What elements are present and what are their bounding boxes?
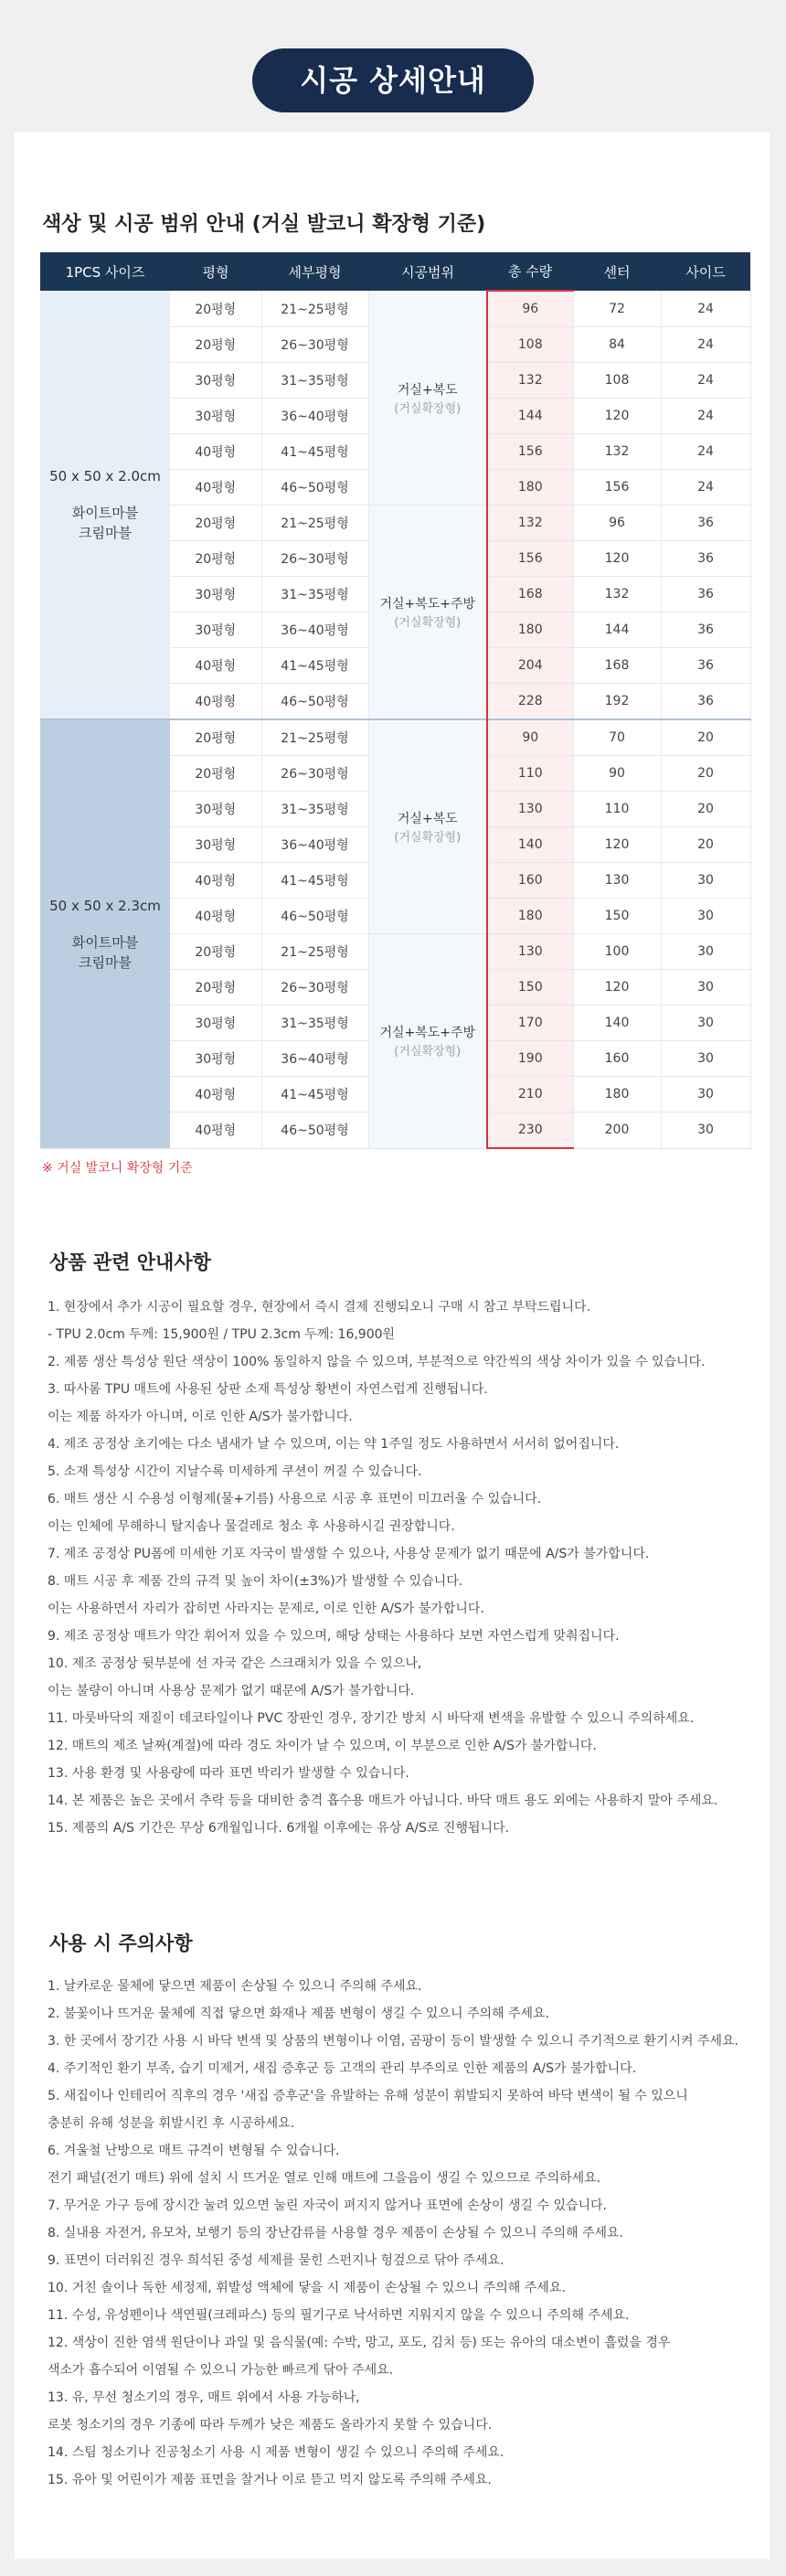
detail-pyeong-cell: 36~40평형	[261, 1041, 368, 1077]
pyeong-cell: 20평형	[170, 327, 261, 363]
center-qty-cell: 144	[573, 612, 661, 648]
scope-sublabel: (거실확장형)	[394, 401, 462, 416]
pyeong-cell: 30평형	[170, 827, 261, 863]
pyeong-cell: 30평형	[170, 1006, 261, 1041]
detail-pyeong-cell: 46~50평형	[261, 1112, 368, 1149]
construction-range-table	[40, 252, 751, 1149]
usage-caution-item: 색소가 흡수되어 이염될 수 있으니 가능한 빠르게 닦아 주세요.	[48, 2363, 394, 2378]
scope-sublabel: (거실확장형)	[394, 831, 462, 845]
product-info-item: 3. 따사롬 TPU 매트에 사용된 상판 소재 특성상 황변이 자연스럽게 진행됩니다.	[48, 1382, 488, 1397]
total-qty-cell: 160	[487, 863, 573, 899]
usage-caution-item: 7. 무거운 가구 등에 장시간 눌려 있으면 눌린 자국이 펴지지 않거나 표면에 손상이 생길 수 있습니다.	[48, 2198, 607, 2213]
detail-pyeong-cell: 36~40평형	[261, 827, 368, 863]
product-info-item: 12. 매트의 제조 날짜(계절)에 따라 경도 차이가 날 수 있으며, 이 부분으로 인한 A/S가 불가합니다.	[48, 1739, 597, 1753]
pyeong-cell: 30평형	[170, 363, 261, 399]
usage-caution-item: 로봇 청소기의 경우 기종에 따라 두께가 낮은 제품도 올라가지 못할 수 있습니다.	[48, 2418, 493, 2432]
center-qty-cell: 168	[573, 648, 661, 684]
scope-sublabel: (거실확장형)	[394, 1045, 462, 1059]
side-qty-cell: 30	[661, 934, 750, 970]
side-qty-cell: 24	[661, 291, 750, 327]
col-header-size: 1PCS 사이즈	[40, 252, 170, 291]
center-qty-cell: 180	[573, 1077, 661, 1112]
usage-caution-item: 1. 날카로운 물체에 닿으면 제품이 손상될 수 있으니 주의해 주세요.	[48, 1979, 422, 1994]
pyeong-cell: 20평형	[170, 506, 261, 541]
product-info-item: 6. 매트 생산 시 수용성 이형제(물+기름) 사용으로 시공 후 표면이 미끄러울 수 있습니다.	[48, 1492, 542, 1506]
side-qty-cell: 24	[661, 470, 750, 506]
detail-pyeong-cell: 31~35평형	[261, 363, 368, 399]
detail-pyeong-cell: 31~35평형	[261, 577, 368, 612]
total-qty-cell: 228	[487, 684, 573, 720]
usage-caution-item: 14. 스팀 청소기나 진공청소기 사용 시 제품 변형이 생길 수 있으니 주의해 주세요.	[48, 2445, 505, 2460]
scope-label: 거실+복도+주방	[379, 597, 476, 612]
usage-caution-item: 6. 겨울철 난방으로 매트 규격이 변형될 수 있습니다.	[48, 2144, 340, 2158]
total-qty-cell: 110	[487, 756, 573, 792]
product-info-item: - TPU 2.0cm 두께: 15,900원 / TPU 2.3cm 두께: 16,900원	[48, 1327, 396, 1342]
product-info-item: 7. 제조 공정상 PU폼에 미세한 기포 자국이 발생할 수 있으나, 사용상 문제가 없기 때문에 A/S가 불가합니다.	[48, 1547, 650, 1561]
scope-cell	[368, 719, 487, 934]
detail-pyeong-cell: 31~35평형	[261, 792, 368, 827]
usage-caution-item: 4. 주기적인 환기 부족, 습기 미제거, 새집 증후군 등 고객의 관리 부주의로 인한 제품의 A/S가 불가합니다.	[48, 2061, 637, 2076]
center-qty-cell: 110	[573, 792, 661, 827]
side-qty-cell: 36	[661, 541, 750, 577]
usage-caution-item: 15. 유아 및 어린이가 제품 표면을 찰거나 이로 뜯고 먹지 않도록 주의해 주세요.	[48, 2473, 492, 2487]
side-qty-cell: 30	[661, 1041, 750, 1077]
size-cell	[40, 719, 170, 1148]
pyeong-cell: 20평형	[170, 719, 261, 756]
detail-pyeong-cell: 46~50평형	[261, 899, 368, 934]
side-qty-cell: 24	[661, 399, 750, 434]
usage-caution-item: 3. 한 곳에서 장기간 사용 시 바닥 변색 및 상품의 변형이나 이염, 곰팡이 등이 발생할 수 있으니 주기적으로 환기시켜 주세요.	[48, 2034, 738, 2049]
table-row	[40, 719, 750, 756]
product-info-item: 1. 현장에서 추가 시공이 필요할 경우, 현장에서 즉시 결제 진행되오니 구매 시 참고 부탁드립니다.	[48, 1300, 591, 1315]
usage-caution-item: 2. 불꽃이나 뜨거운 물체에 직접 닿으면 화재나 제품 변형이 생길 수 있으니 주의해 주세요.	[48, 2007, 549, 2021]
pyeong-cell: 40평형	[170, 684, 261, 720]
side-qty-cell: 36	[661, 577, 750, 612]
pyeong-cell: 20평형	[170, 934, 261, 970]
product-info-item: 이는 인체에 무해하니 탈지솜나 물걸레로 청소 후 사용하시길 권장합니다.	[48, 1519, 455, 1534]
usage-caution-item: 9. 표면이 더러워진 경우 희석된 중성 세제를 묻힌 스펀지나 헝겊으로 닦아 주세요.	[48, 2253, 505, 2268]
side-qty-cell: 24	[661, 434, 750, 470]
side-qty-cell: 30	[661, 1006, 750, 1041]
product-info-item: 11. 마룻바닥의 재질이 데코타일이나 PVC 장판인 경우, 장기간 방치 시 바닥재 변색을 유발할 수 있으니 주의하세요.	[48, 1711, 695, 1726]
center-qty-cell: 192	[573, 684, 661, 720]
product-info-item: 4. 제조 공정상 초기에는 다소 냄새가 날 수 있으며, 이는 약 1주일 정도 사용하면서 서서히 없어집니다.	[48, 1437, 620, 1452]
col-header-side: 사이드	[661, 252, 750, 291]
center-qty-cell: 156	[573, 470, 661, 506]
total-qty-cell: 132	[487, 363, 573, 399]
detail-pyeong-cell: 26~30평형	[261, 756, 368, 792]
usage-caution-item: 11. 수성, 유성펜이나 색연필(크레파스) 등의 필기구로 낙서하면 지워지지 않을 수 있으니 주의해 주세요.	[48, 2308, 630, 2323]
product-info-item: 5. 소재 특성상 시간이 지날수록 미세하게 쿠션이 꺼질 수 있습니다.	[48, 1464, 422, 1479]
product-info-item: 13. 사용 환경 및 사용량에 따라 표면 박리가 발생할 수 있습니다.	[48, 1766, 409, 1781]
size-label: 50 x 50 x 2.0cm	[49, 468, 161, 484]
product-info-list	[48, 1293, 717, 1842]
side-qty-cell: 30	[661, 1112, 750, 1149]
total-qty-cell: 156	[487, 434, 573, 470]
total-qty-cell: 180	[487, 470, 573, 506]
usage-caution-item: 충분히 유해 성분을 휘발시킨 후 시공하세요.	[48, 2116, 295, 2131]
total-qty-cell: 230	[487, 1112, 573, 1149]
col-header-pyeong: 평형	[170, 252, 261, 291]
total-qty-cell: 130	[487, 792, 573, 827]
col-header-center: 센터	[573, 252, 661, 291]
color-label: 크림마블	[79, 525, 132, 541]
size-cell	[40, 291, 170, 719]
pyeong-cell: 40평형	[170, 1112, 261, 1149]
total-qty-cell: 180	[487, 612, 573, 648]
total-qty-cell: 140	[487, 827, 573, 863]
total-qty-cell: 130	[487, 934, 573, 970]
detail-pyeong-cell: 41~45평형	[261, 863, 368, 899]
detail-pyeong-cell: 26~30평형	[261, 327, 368, 363]
center-qty-cell: 100	[573, 934, 661, 970]
total-qty-cell: 132	[487, 506, 573, 541]
pyeong-cell: 30평형	[170, 577, 261, 612]
usage-caution-item: 10. 거친 솔이나 독한 세정제, 휘발성 액체에 닿을 시 제품이 손상될 수 있으니 주의해 주세요.	[48, 2281, 566, 2295]
side-qty-cell: 24	[661, 363, 750, 399]
pyeong-cell: 20평형	[170, 291, 261, 327]
center-qty-cell: 150	[573, 899, 661, 934]
center-qty-cell: 120	[573, 827, 661, 863]
side-qty-cell: 30	[661, 899, 750, 934]
center-qty-cell: 120	[573, 541, 661, 577]
total-qty-cell: 168	[487, 577, 573, 612]
usage-caution-item: 12. 색상이 진한 염색 원단이나 과일 및 음식물(예: 수박, 망고, 포도, 김치 등) 또는 유아의 대소변이 흘렀을 경우	[48, 2336, 671, 2350]
center-qty-cell: 130	[573, 863, 661, 899]
color-label: 화이트마블	[71, 933, 139, 951]
detail-pyeong-cell: 21~25평형	[261, 506, 368, 541]
scope-label: 거실+복도+주방	[379, 1026, 476, 1041]
product-info-item: 8. 매트 시공 후 제품 간의 규격 및 높이 차이(±3%)가 발생할 수 있습니다.	[48, 1574, 463, 1589]
col-header-total: 총 수량	[487, 252, 573, 291]
side-qty-cell: 36	[661, 648, 750, 684]
pyeong-cell: 30평형	[170, 792, 261, 827]
detail-pyeong-cell: 46~50평형	[261, 684, 368, 720]
pyeong-cell: 40평형	[170, 470, 261, 506]
side-qty-cell: 24	[661, 327, 750, 363]
table-footnote: ※ 거실 발코니 확장형 기준	[42, 1161, 193, 1176]
center-qty-cell: 132	[573, 577, 661, 612]
scope-cell	[368, 291, 487, 506]
detail-pyeong-cell: 41~45평형	[261, 648, 368, 684]
scope-label: 거실+복도	[397, 382, 458, 398]
center-qty-cell: 84	[573, 327, 661, 363]
side-qty-cell: 36	[661, 684, 750, 720]
pyeong-cell: 40평형	[170, 863, 261, 899]
side-qty-cell: 20	[661, 792, 750, 827]
center-qty-cell: 140	[573, 1006, 661, 1041]
usage-caution-list	[48, 1973, 738, 2494]
total-qty-cell: 150	[487, 970, 573, 1006]
pyeong-cell: 20평형	[170, 756, 261, 792]
pyeong-cell: 40평형	[170, 899, 261, 934]
pyeong-cell: 40평형	[170, 1077, 261, 1112]
usage-caution-item: 전기 패널(전기 매트) 위에 설치 시 뜨거운 열로 인해 매트에 그을음이 생길 수 있으므로 주의하세요.	[48, 2171, 601, 2186]
detail-pyeong-cell: 26~30평형	[261, 970, 368, 1006]
total-qty-cell: 170	[487, 1006, 573, 1041]
detail-pyeong-cell: 26~30평형	[261, 541, 368, 577]
color-label: 화이트마블	[71, 505, 139, 521]
product-info-item: 이는 사용하면서 자리가 잡히면 사라지는 문제로, 이로 인한 A/S가 불가합니다.	[48, 1602, 484, 1616]
usage-caution-item: 5. 새집이나 인테리어 직후의 경우 '새집 증후군'을 유발하는 유해 성분이 휘발되지 못하여 바닥 변색이 될 수 있으니	[48, 2089, 688, 2103]
center-qty-cell: 70	[573, 719, 661, 756]
center-qty-cell: 108	[573, 363, 661, 399]
side-qty-cell: 30	[661, 970, 750, 1006]
product-info-item: 2. 제품 생산 특성상 원단 색상이 100% 동일하지 않을 수 있으며, 부분적으로 약간씩의 색상 차이가 있을 수 있습니다.	[48, 1355, 706, 1369]
side-qty-cell: 36	[661, 506, 750, 541]
pyeong-cell: 20평형	[170, 541, 261, 577]
detail-pyeong-cell: 41~45평형	[261, 434, 368, 470]
table-header-row	[40, 252, 750, 291]
center-qty-cell: 160	[573, 1041, 661, 1077]
size-label: 50 x 50 x 2.3cm	[49, 897, 161, 914]
detail-pyeong-cell: 41~45평형	[261, 1077, 368, 1112]
total-qty-cell: 190	[487, 1041, 573, 1077]
side-qty-cell: 20	[661, 719, 750, 756]
usage-caution-item: 8. 실내용 자전거, 유모차, 보행기 등의 장난감류를 사용할 경우 제품이 손상될 수 있으니 주의해 주세요.	[48, 2226, 623, 2241]
detail-pyeong-cell: 21~25평형	[261, 934, 368, 970]
table-row	[40, 291, 750, 327]
side-qty-cell: 20	[661, 756, 750, 792]
side-qty-cell: 30	[661, 863, 750, 899]
center-qty-cell: 90	[573, 756, 661, 792]
product-info-item: 9. 제조 공정상 매트가 약간 휘어져 있을 수 있으며, 해당 상태는 사용하다 보면 자연스럽게 맞춰집니다.	[48, 1629, 620, 1644]
page-header-title: 시공 상세안내	[252, 48, 534, 112]
total-qty-cell: 96	[487, 291, 573, 327]
center-qty-cell: 72	[573, 291, 661, 327]
product-info-item: 14. 본 제품은 높은 곳에서 추락 등을 대비한 충격 흡수용 매트가 아닙니다. 바닥 매트 용도 외에는 사용하지 말아 주세요.	[48, 1794, 718, 1808]
center-qty-cell: 200	[573, 1112, 661, 1149]
product-info-item: 이는 제품 하자가 아니며, 이로 인한 A/S가 불가합니다.	[48, 1410, 353, 1424]
detail-pyeong-cell: 31~35평형	[261, 1006, 368, 1041]
col-header-scope: 시공범위	[368, 252, 487, 291]
side-qty-cell: 20	[661, 827, 750, 863]
center-qty-cell: 132	[573, 434, 661, 470]
detail-pyeong-cell: 46~50평형	[261, 470, 368, 506]
total-qty-cell: 156	[487, 541, 573, 577]
center-qty-cell: 96	[573, 506, 661, 541]
total-qty-cell: 90	[487, 719, 573, 756]
scope-sublabel: (거실확장형)	[394, 616, 462, 630]
pyeong-cell: 30평형	[170, 1041, 261, 1077]
scope-label: 거실+복도	[397, 812, 458, 826]
pyeong-cell: 20평형	[170, 970, 261, 1006]
center-qty-cell: 120	[573, 399, 661, 434]
col-header-detail-pyeong: 세부평형	[261, 252, 368, 291]
scope-cell	[368, 934, 487, 1149]
section-title-product-info: 상품 관련 안내사항	[49, 1251, 211, 1273]
detail-pyeong-cell: 36~40평형	[261, 399, 368, 434]
usage-caution-item: 13. 유, 무선 청소기의 경우, 매트 위에서 사용 가능하나,	[48, 2390, 360, 2405]
detail-pyeong-cell: 21~25평형	[261, 291, 368, 327]
total-qty-cell: 180	[487, 899, 573, 934]
product-info-item: 15. 제품의 A/S 기간은 무상 6개월입니다. 6개월 이후에는 유상 A/S로 진행됩니다.	[48, 1821, 509, 1836]
product-info-item: 10. 제조 공정상 뒷부분에 선 자국 같은 스크래치가 있을 수 있으나,	[48, 1656, 422, 1671]
side-qty-cell: 36	[661, 612, 750, 648]
detail-pyeong-cell: 36~40평형	[261, 612, 368, 648]
section-title-usage-caution: 사용 시 주의사항	[49, 1932, 193, 1954]
pyeong-cell: 30평형	[170, 399, 261, 434]
scope-cell	[368, 506, 487, 720]
total-qty-cell: 210	[487, 1077, 573, 1112]
product-info-item: 이는 불량이 아니며 사용상 문제가 없기 때문에 A/S가 불가합니다.	[48, 1684, 415, 1698]
pyeong-cell: 40평형	[170, 434, 261, 470]
detail-pyeong-cell: 21~25평형	[261, 719, 368, 756]
total-qty-cell: 108	[487, 327, 573, 363]
side-qty-cell: 30	[661, 1077, 750, 1112]
pyeong-cell: 40평형	[170, 648, 261, 684]
pyeong-cell: 30평형	[170, 612, 261, 648]
total-qty-cell: 204	[487, 648, 573, 684]
color-label: 크림마블	[79, 953, 132, 971]
center-qty-cell: 120	[573, 970, 661, 1006]
total-qty-cell: 144	[487, 399, 573, 434]
section-title-construction: 색상 및 시공 범위 안내 (거실 발코니 확장형 기준)	[42, 213, 486, 236]
